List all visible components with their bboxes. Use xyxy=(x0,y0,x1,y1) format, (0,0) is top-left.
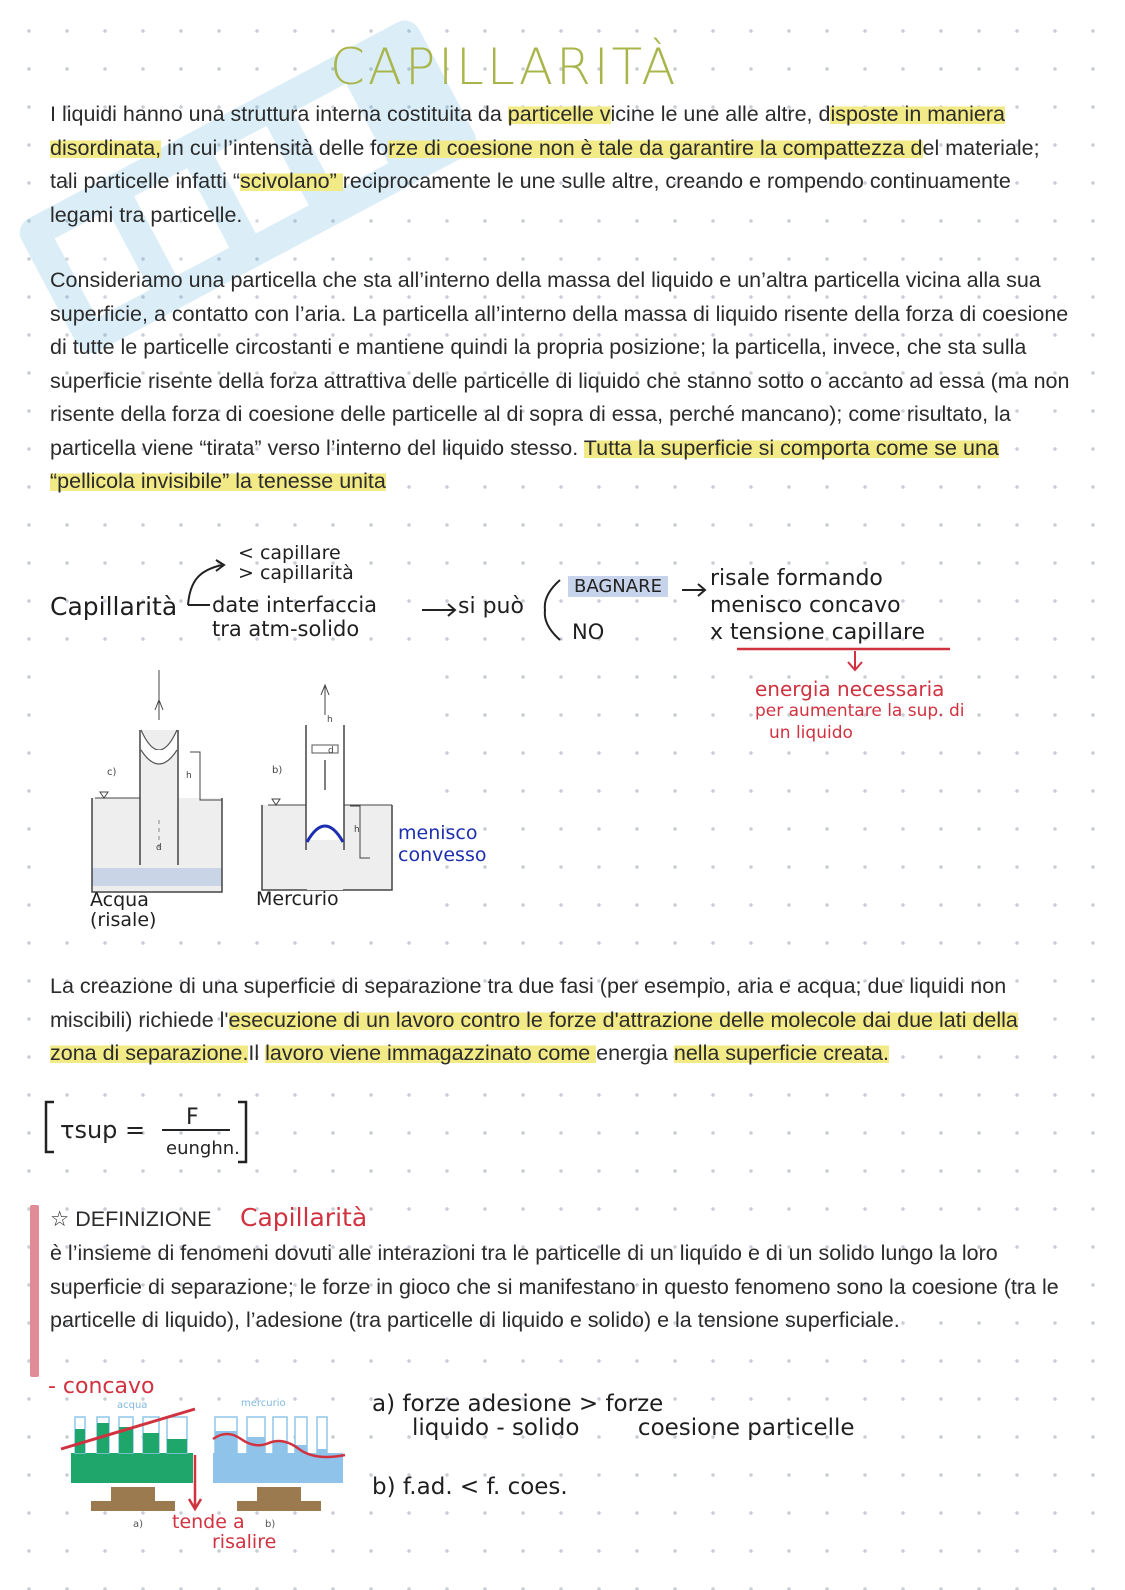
paragraph-intro xyxy=(50,98,1070,232)
note-line: tra atm-solido xyxy=(212,617,360,641)
note-forze-b: b) f.ad. < f. coes. xyxy=(372,1474,568,1500)
text-run: Consideriamo una particella che sta all’interno della massa del liquido e un’altra particella vicina alla sua superficie, a contatto con l’aria. La particella all’interno della massa di liquido risente della forza di coesione di tutte le particelle circostanti e mantiene quindi la propria posizione; la particella, invece, che sta sulla superficie risente della forza attrattiva delle particelle di liquido che stanno sotto o accanto ad essa (ma non risente della forza di coesione delle particelle al di sopra di essa, perché mancano); come risultato, la particella viene “tirata” verso l’interno del liquido stesso. xyxy=(50,268,1070,460)
note-line: un liquido xyxy=(769,723,853,743)
arrow-right-icon xyxy=(420,600,460,620)
note-line: x tensione capillare xyxy=(710,620,926,645)
note-line: (risale) xyxy=(90,909,157,931)
note-capillarita: Capillarità xyxy=(50,592,178,621)
text-run: in cui l’intensità delle fo xyxy=(161,135,389,160)
note-line: Acqua xyxy=(90,889,149,911)
formula-tension xyxy=(40,1098,260,1166)
definition-word: Capillarità xyxy=(240,1203,368,1232)
text-run: La creazione di una superficie di separazione tra due fasi (per esempio, aria e acqua; due liquidi non miscibili) richiede l' xyxy=(50,974,1007,1032)
note-line: tende a xyxy=(172,1511,245,1533)
note-no: NO xyxy=(572,620,605,644)
note-concavo: - concavo xyxy=(48,1374,155,1399)
label-a: a) xyxy=(133,1519,144,1530)
note-bagnare: BAGNARE xyxy=(568,576,668,597)
note-branch-capillare xyxy=(238,543,354,583)
label-h: h xyxy=(186,771,192,781)
text-run: energia xyxy=(596,1041,674,1065)
label-b: b) xyxy=(272,765,283,776)
note-branch-interfaccia xyxy=(212,593,377,641)
note-menisco-convesso xyxy=(398,822,486,866)
highlight-run: mpattezza d xyxy=(805,135,923,160)
definition-text: è l’insieme di fenomeni dovuti alle interazioni tra le particelle di un liquido e di un solido lungo la loro superficie di separazione; le forze in gioco che si manifestano in questo fenomeno sono la coesione (tra le particelle di liquido), l’adesione (tra particelle di liquido e solido) e la tensione superficiale. xyxy=(50,1241,1059,1332)
paragraph-surface xyxy=(50,264,1070,499)
note-line: menisco concavo xyxy=(710,593,901,618)
label-b: b) xyxy=(265,1519,276,1530)
note-line: > capillarità xyxy=(238,562,354,584)
label-h: h xyxy=(354,825,360,835)
note-line: menisco xyxy=(398,822,478,844)
comparison-water xyxy=(61,1409,201,1511)
comparison-mercury xyxy=(213,1417,345,1511)
highlight-run: nella superficie creata. xyxy=(673,1041,889,1065)
note-line: < capillare xyxy=(238,542,341,564)
label-d: d xyxy=(328,746,334,756)
text-run: el materiale; tali particelle infatti “ xyxy=(50,135,1040,193)
formula-denominator: eunghn. xyxy=(166,1138,240,1159)
note-line: date interfaccia xyxy=(212,593,378,617)
note-line: a) forze adesione > forze xyxy=(372,1391,664,1417)
red-underline-arrow xyxy=(735,645,965,675)
note-line: risale formando xyxy=(710,566,883,591)
definition-header: ☆ DEFINIZIONE xyxy=(50,1207,212,1231)
label-acqua: acqua xyxy=(117,1400,148,1411)
definition-bar xyxy=(30,1205,39,1377)
label-c: c) xyxy=(107,767,117,778)
note-line: per aumentare la sup. di xyxy=(755,701,965,721)
highlight-run: scivolano” xyxy=(240,169,343,193)
text-run: I liquidi hanno una struttura interna costituita da xyxy=(50,102,508,126)
text-run: reciprocamente le une sulle altre, creando e rompendo continuamente legami tra particelle. xyxy=(50,169,1011,227)
highlight-run: esecuzione di un lavoro contro le forze d'attrazione delle molecole dai due lati della zona di separazione. xyxy=(50,1007,1018,1065)
text-run: Il xyxy=(248,1041,266,1065)
label-mercurio: Mercurio xyxy=(256,888,339,910)
formula-numerator: F xyxy=(186,1105,199,1130)
highlight-run: rze di coesione non è tale da garantire la co xyxy=(388,135,806,160)
highlight-run: lavoro viene immagazzinato come xyxy=(265,1041,597,1065)
note-line: convesso xyxy=(398,844,487,866)
paragraph-work xyxy=(50,970,1070,1071)
note-line: liquido - solido coesione particelle xyxy=(412,1415,855,1441)
note-line: risalire xyxy=(212,1531,277,1553)
note-tende-risalire xyxy=(172,1512,276,1552)
note-line: energia necessaria xyxy=(755,677,945,701)
page-title: CAPILLARITÀ xyxy=(330,38,679,96)
highlight-run: particelle v xyxy=(507,102,611,126)
brace-icon xyxy=(535,575,565,645)
label-mercurio: mercurio xyxy=(241,1398,286,1409)
label-acqua xyxy=(90,890,156,930)
highlight-run: Tutta la superficie si comporta come se una “pellicola invisibile” la tenesse unita xyxy=(50,435,999,493)
label-d: d xyxy=(156,843,162,853)
note-forze-a xyxy=(372,1392,855,1440)
label-h: h xyxy=(327,715,333,725)
note-si-puo: si può xyxy=(458,594,524,619)
highlight-run: isposte in maniera disordinata, xyxy=(50,102,1005,160)
arrow-right-icon xyxy=(680,580,710,600)
note-risale xyxy=(710,565,925,646)
formula-lhs: τsup = xyxy=(60,1116,146,1144)
text-run: icine le une alle altre, d xyxy=(610,102,831,126)
note-energia xyxy=(755,678,964,744)
